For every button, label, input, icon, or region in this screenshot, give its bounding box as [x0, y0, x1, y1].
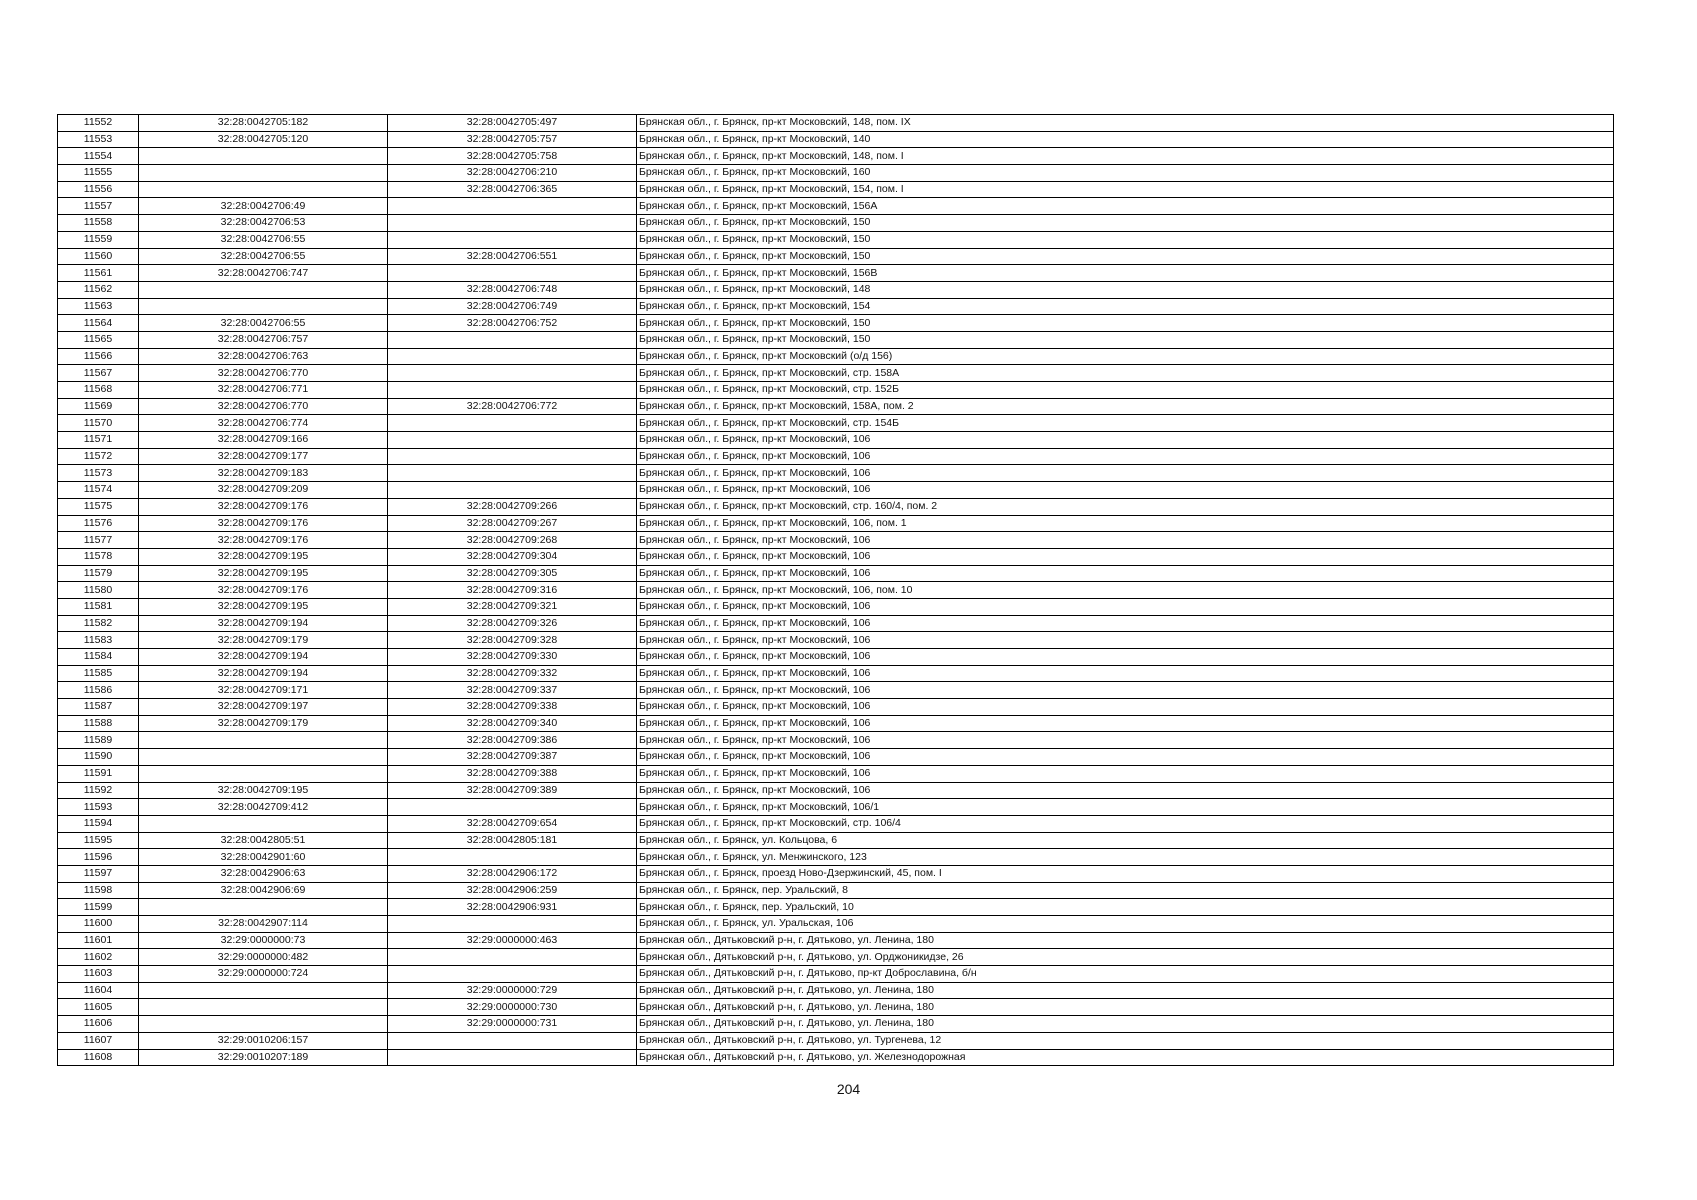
cadastral-number-cell: [139, 749, 388, 766]
row-number-cell: 11565: [58, 331, 139, 348]
table-row: [58, 315, 1614, 332]
row-number-cell: 11552: [58, 115, 139, 132]
registry-table-body: [58, 115, 1614, 1066]
address-cell: Брянская обл., г. Брянск, пр-кт Московский, 106: [637, 565, 1614, 582]
address-cell: Брянская обл., г. Брянск, пр-кт Московский, 156А: [637, 198, 1614, 215]
related-cadastral-number-cell: 32:28:0042709:304: [388, 548, 637, 565]
row-number-cell: 11554: [58, 148, 139, 165]
row-number-cell: 11578: [58, 548, 139, 565]
cadastral-number-cell: 32:28:0042709:176: [139, 532, 388, 549]
related-cadastral-number-cell: 32:28:0042709:337: [388, 682, 637, 699]
cadastral-number-cell: 32:28:0042706:49: [139, 198, 388, 215]
address-cell: Брянская обл., г. Брянск, пр-кт Московский, 106: [637, 749, 1614, 766]
cadastral-number-cell: 32:28:0042709:177: [139, 448, 388, 465]
address-cell: Брянская обл., г. Брянск, пр-кт Московский, 106: [637, 649, 1614, 666]
address-cell: Брянская обл., Дятьковский р-н, г. Дятьково, ул. Железнодорожная: [637, 1049, 1614, 1066]
related-cadastral-number-cell: [388, 916, 637, 933]
related-cadastral-number-cell: 32:28:0042706:749: [388, 298, 637, 315]
address-cell: Брянская обл., г. Брянск, пр-кт Московский, стр. 158А: [637, 365, 1614, 382]
row-number-cell: 11557: [58, 198, 139, 215]
cadastral-number-cell: 32:28:0042706:770: [139, 365, 388, 382]
table-row: [58, 882, 1614, 899]
related-cadastral-number-cell: [388, 482, 637, 499]
cadastral-number-cell: 32:28:0042706:747: [139, 265, 388, 282]
row-number-cell: 11555: [58, 165, 139, 182]
address-cell: Брянская обл., г. Брянск, ул. Кольцова, 6: [637, 832, 1614, 849]
row-number-cell: 11564: [58, 315, 139, 332]
row-number-cell: 11607: [58, 1032, 139, 1049]
cadastral-number-cell: [139, 298, 388, 315]
related-cadastral-number-cell: [388, 265, 637, 282]
table-row: [58, 231, 1614, 248]
table-row: [58, 181, 1614, 198]
related-cadastral-number-cell: 32:28:0042709:330: [388, 649, 637, 666]
address-cell: Брянская обл., г. Брянск, пр-кт Московский, 106: [637, 482, 1614, 499]
row-number-cell: 11599: [58, 899, 139, 916]
table-row: [58, 732, 1614, 749]
cadastral-number-cell: 32:28:0042709:176: [139, 515, 388, 532]
row-number-cell: 11603: [58, 966, 139, 983]
cadastral-number-cell: 32:29:0000000:73: [139, 932, 388, 949]
related-cadastral-number-cell: 32:28:0042709:338: [388, 699, 637, 716]
address-cell: Брянская обл., г. Брянск, пр-кт Московский, 106, пом. 10: [637, 582, 1614, 599]
table-row: [58, 448, 1614, 465]
table-row: [58, 415, 1614, 432]
related-cadastral-number-cell: 32:28:0042805:181: [388, 832, 637, 849]
address-cell: Брянская обл., г. Брянск, пр-кт Московский, 154: [637, 298, 1614, 315]
row-number-cell: 11585: [58, 665, 139, 682]
cadastral-number-cell: 32:28:0042706:55: [139, 231, 388, 248]
cadastral-number-cell: 32:28:0042709:179: [139, 632, 388, 649]
related-cadastral-number-cell: 32:28:0042706:772: [388, 398, 637, 415]
row-number-cell: 11570: [58, 415, 139, 432]
page-number: 204: [836, 1081, 861, 1097]
table-row: [58, 665, 1614, 682]
related-cadastral-number-cell: 32:28:0042709:654: [388, 815, 637, 832]
address-cell: Брянская обл., г. Брянск, пр-кт Московский, 106: [637, 615, 1614, 632]
address-cell: Брянская обл., г. Брянск, пр-кт Московский, 106: [637, 598, 1614, 615]
address-cell: Брянская обл., г. Брянск, пр-кт Московский, 150: [637, 248, 1614, 265]
related-cadastral-number-cell: 32:28:0042705:758: [388, 148, 637, 165]
cadastral-number-cell: [139, 281, 388, 298]
cadastral-number-cell: 32:28:0042706:763: [139, 348, 388, 365]
related-cadastral-number-cell: [388, 799, 637, 816]
table-row: [58, 298, 1614, 315]
row-number-cell: 11597: [58, 865, 139, 882]
table-row: [58, 215, 1614, 232]
cadastral-number-cell: 32:28:0042706:770: [139, 398, 388, 415]
related-cadastral-number-cell: 32:28:0042906:259: [388, 882, 637, 899]
cadastral-number-cell: 32:28:0042709:195: [139, 565, 388, 582]
cadastral-number-cell: 32:28:0042709:176: [139, 582, 388, 599]
address-cell: Брянская обл., г. Брянск, пр-кт Московский, 140: [637, 131, 1614, 148]
table-row: [58, 682, 1614, 699]
row-number-cell: 11582: [58, 615, 139, 632]
cadastral-number-cell: 32:28:0042901:60: [139, 849, 388, 866]
cadastral-number-cell: 32:29:0000000:724: [139, 966, 388, 983]
related-cadastral-number-cell: 32:28:0042706:365: [388, 181, 637, 198]
related-cadastral-number-cell: 32:28:0042706:752: [388, 315, 637, 332]
row-number-cell: 11608: [58, 1049, 139, 1066]
table-row: [58, 115, 1614, 132]
table-row: [58, 899, 1614, 916]
address-cell: Брянская обл., г. Брянск, пр-кт Московский, 106: [637, 548, 1614, 565]
related-cadastral-number-cell: 32:28:0042709:328: [388, 632, 637, 649]
related-cadastral-number-cell: 32:28:0042709:340: [388, 715, 637, 732]
row-number-cell: 11574: [58, 482, 139, 499]
row-number-cell: 11594: [58, 815, 139, 832]
row-number-cell: 11588: [58, 715, 139, 732]
address-cell: Брянская обл., г. Брянск, пр-кт Московский, 148, пом. IX: [637, 115, 1614, 132]
cadastral-number-cell: [139, 999, 388, 1016]
address-cell: Брянская обл., г. Брянск, пер. Уральский, 8: [637, 882, 1614, 899]
address-cell: Брянская обл., г. Брянск, пр-кт Московский, стр. 152Б: [637, 382, 1614, 399]
address-cell: Брянская обл., г. Брянск, пр-кт Московский, 106: [637, 465, 1614, 482]
address-cell: Брянская обл., г. Брянск, пр-кт Московский, 106/1: [637, 799, 1614, 816]
address-cell: Брянская обл., г. Брянск, пр-кт Московский (о/д 156): [637, 348, 1614, 365]
related-cadastral-number-cell: [388, 1049, 637, 1066]
row-number-cell: 11569: [58, 398, 139, 415]
related-cadastral-number-cell: 32:29:0000000:730: [388, 999, 637, 1016]
cadastral-number-cell: 32:28:0042906:69: [139, 882, 388, 899]
table-row: [58, 632, 1614, 649]
related-cadastral-number-cell: [388, 949, 637, 966]
cadastral-number-cell: 32:28:0042709:179: [139, 715, 388, 732]
address-cell: Брянская обл., г. Брянск, пр-кт Московский, 160: [637, 165, 1614, 182]
related-cadastral-number-cell: [388, 215, 637, 232]
table-row: [58, 932, 1614, 949]
table-row: [58, 949, 1614, 966]
address-cell: Брянская обл., г. Брянск, пр-кт Московский, 106: [637, 782, 1614, 799]
cadastral-number-cell: 32:28:0042709:183: [139, 465, 388, 482]
related-cadastral-number-cell: 32:28:0042709:305: [388, 565, 637, 582]
address-cell: Брянская обл., г. Брянск, пр-кт Московский, стр. 160/4, пом. 2: [637, 498, 1614, 515]
address-cell: Брянская обл., Дятьковский р-н, г. Дятьково, ул. Орджоникидзе, 26: [637, 949, 1614, 966]
related-cadastral-number-cell: 32:28:0042709:266: [388, 498, 637, 515]
cadastral-number-cell: 32:29:0010206:157: [139, 1032, 388, 1049]
related-cadastral-number-cell: [388, 1032, 637, 1049]
related-cadastral-number-cell: [388, 348, 637, 365]
address-cell: Брянская обл., г. Брянск, пр-кт Московский, стр. 106/4: [637, 815, 1614, 832]
related-cadastral-number-cell: 32:28:0042906:931: [388, 899, 637, 916]
registry-table: [57, 114, 1614, 1066]
table-row: [58, 815, 1614, 832]
table-row: [58, 1032, 1614, 1049]
row-number-cell: 11573: [58, 465, 139, 482]
related-cadastral-number-cell: 32:28:0042705:497: [388, 115, 637, 132]
address-cell: Брянская обл., г. Брянск, ул. Менжинского, 123: [637, 849, 1614, 866]
cadastral-number-cell: 32:28:0042709:412: [139, 799, 388, 816]
address-cell: Брянская обл., г. Брянск, пр-кт Московский, 156В: [637, 265, 1614, 282]
row-number-cell: 11586: [58, 682, 139, 699]
related-cadastral-number-cell: 32:28:0042706:551: [388, 248, 637, 265]
address-cell: Брянская обл., Дятьковский р-н, г. Дятьково, ул. Ленина, 180: [637, 932, 1614, 949]
cadastral-number-cell: 32:28:0042706:757: [139, 331, 388, 348]
row-number-cell: 11576: [58, 515, 139, 532]
row-number-cell: 11579: [58, 565, 139, 582]
row-number-cell: 11577: [58, 532, 139, 549]
cadastral-number-cell: [139, 165, 388, 182]
table-row: [58, 715, 1614, 732]
row-number-cell: 11571: [58, 432, 139, 449]
table-row: [58, 482, 1614, 499]
table-row: [58, 148, 1614, 165]
row-number-cell: 11592: [58, 782, 139, 799]
address-cell: Брянская обл., г. Брянск, пр-кт Московский, 106: [637, 665, 1614, 682]
cadastral-number-cell: 32:28:0042706:771: [139, 382, 388, 399]
cadastral-number-cell: 32:28:0042906:63: [139, 865, 388, 882]
related-cadastral-number-cell: [388, 849, 637, 866]
address-cell: Брянская обл., г. Брянск, пр-кт Московский, 106: [637, 532, 1614, 549]
row-number-cell: 11600: [58, 916, 139, 933]
related-cadastral-number-cell: [388, 465, 637, 482]
table-row: [58, 498, 1614, 515]
row-number-cell: 11559: [58, 231, 139, 248]
related-cadastral-number-cell: 32:29:0000000:463: [388, 932, 637, 949]
cadastral-number-cell: 32:29:0000000:482: [139, 949, 388, 966]
address-cell: Брянская обл., г. Брянск, пр-кт Московский, 148: [637, 281, 1614, 298]
related-cadastral-number-cell: [388, 382, 637, 399]
row-number-cell: 11595: [58, 832, 139, 849]
cadastral-number-cell: 32:28:0042709:195: [139, 548, 388, 565]
cadastral-number-cell: 32:28:0042709:209: [139, 482, 388, 499]
cadastral-number-cell: 32:28:0042907:114: [139, 916, 388, 933]
table-row: [58, 966, 1614, 983]
related-cadastral-number-cell: [388, 331, 637, 348]
table-row: [58, 999, 1614, 1016]
address-cell: Брянская обл., г. Брянск, пр-кт Московский, 106: [637, 432, 1614, 449]
row-number-cell: 11581: [58, 598, 139, 615]
table-row: [58, 799, 1614, 816]
cadastral-number-cell: 32:28:0042709:195: [139, 598, 388, 615]
address-cell: Брянская обл., г. Брянск, пр-кт Московский, стр. 154Б: [637, 415, 1614, 432]
row-number-cell: 11558: [58, 215, 139, 232]
related-cadastral-number-cell: 32:28:0042705:757: [388, 131, 637, 148]
address-cell: Брянская обл., г. Брянск, пр-кт Московский, 158А, пом. 2: [637, 398, 1614, 415]
row-number-cell: 11567: [58, 365, 139, 382]
cadastral-number-cell: 32:28:0042709:195: [139, 782, 388, 799]
related-cadastral-number-cell: [388, 365, 637, 382]
address-cell: Брянская обл., Дятьковский р-н, г. Дятьково, пр-кт Доброславина, б/н: [637, 966, 1614, 983]
related-cadastral-number-cell: [388, 432, 637, 449]
table-row: [58, 548, 1614, 565]
cadastral-number-cell: [139, 148, 388, 165]
table-row: [58, 465, 1614, 482]
related-cadastral-number-cell: 32:28:0042709:387: [388, 749, 637, 766]
related-cadastral-number-cell: 32:28:0042709:321: [388, 598, 637, 615]
cadastral-number-cell: 32:28:0042709:197: [139, 699, 388, 716]
table-row: [58, 348, 1614, 365]
related-cadastral-number-cell: 32:28:0042906:172: [388, 865, 637, 882]
cadastral-number-cell: 32:28:0042709:171: [139, 682, 388, 699]
address-cell: Брянская обл., Дятьковский р-н, г. Дятьково, ул. Ленина, 180: [637, 982, 1614, 999]
cadastral-number-cell: 32:28:0042805:51: [139, 832, 388, 849]
related-cadastral-number-cell: [388, 231, 637, 248]
table-row: [58, 582, 1614, 599]
table-row: [58, 165, 1614, 182]
table-row: [58, 565, 1614, 582]
row-number-cell: 11591: [58, 765, 139, 782]
related-cadastral-number-cell: 32:28:0042709:326: [388, 615, 637, 632]
address-cell: Брянская обл., Дятьковский р-н, г. Дятьково, ул. Ленина, 180: [637, 999, 1614, 1016]
table-row: [58, 432, 1614, 449]
table-row: [58, 331, 1614, 348]
row-number-cell: 11587: [58, 699, 139, 716]
row-number-cell: 11563: [58, 298, 139, 315]
row-number-cell: 11572: [58, 448, 139, 465]
table-row: [58, 1049, 1614, 1066]
row-number-cell: 11601: [58, 932, 139, 949]
related-cadastral-number-cell: [388, 448, 637, 465]
address-cell: Брянская обл., г. Брянск, пр-кт Московский, 106: [637, 699, 1614, 716]
table-row: [58, 515, 1614, 532]
row-number-cell: 11596: [58, 849, 139, 866]
cadastral-number-cell: 32:28:0042709:194: [139, 665, 388, 682]
table-row: [58, 749, 1614, 766]
table-row: [58, 248, 1614, 265]
cadastral-number-cell: 32:28:0042709:194: [139, 649, 388, 666]
cadastral-number-cell: 32:28:0042706:55: [139, 248, 388, 265]
table-row: [58, 765, 1614, 782]
table-row: [58, 699, 1614, 716]
row-number-cell: 11553: [58, 131, 139, 148]
related-cadastral-number-cell: 32:28:0042709:332: [388, 665, 637, 682]
cadastral-number-cell: [139, 732, 388, 749]
cadastral-number-cell: [139, 982, 388, 999]
cadastral-number-cell: [139, 181, 388, 198]
related-cadastral-number-cell: 32:28:0042709:267: [388, 515, 637, 532]
cadastral-number-cell: 32:28:0042706:53: [139, 215, 388, 232]
address-cell: Брянская обл., г. Брянск, пр-кт Московский, 106: [637, 765, 1614, 782]
row-number-cell: 11584: [58, 649, 139, 666]
related-cadastral-number-cell: 32:28:0042709:388: [388, 765, 637, 782]
table-row: [58, 615, 1614, 632]
address-cell: Брянская обл., г. Брянск, пр-кт Московский, 150: [637, 215, 1614, 232]
related-cadastral-number-cell: 32:28:0042706:748: [388, 281, 637, 298]
cadastral-number-cell: [139, 899, 388, 916]
row-number-cell: 11602: [58, 949, 139, 966]
row-number-cell: 11593: [58, 799, 139, 816]
table-row: [58, 1016, 1614, 1033]
address-cell: Брянская обл., г. Брянск, пр-кт Московский, 106: [637, 732, 1614, 749]
table-row: [58, 782, 1614, 799]
address-cell: Брянская обл., г. Брянск, пр-кт Московский, 154, пом. I: [637, 181, 1614, 198]
cadastral-number-cell: 32:28:0042709:166: [139, 432, 388, 449]
table-row: [58, 849, 1614, 866]
related-cadastral-number-cell: 32:29:0000000:731: [388, 1016, 637, 1033]
row-number-cell: 11598: [58, 882, 139, 899]
row-number-cell: 11560: [58, 248, 139, 265]
address-cell: Брянская обл., г. Брянск, ул. Уральская, 106: [637, 916, 1614, 933]
address-cell: Брянская обл., г. Брянск, пр-кт Московский, 150: [637, 231, 1614, 248]
related-cadastral-number-cell: [388, 415, 637, 432]
row-number-cell: 11605: [58, 999, 139, 1016]
table-row: [58, 398, 1614, 415]
table-row: [58, 198, 1614, 215]
address-cell: Брянская обл., Дятьковский р-н, г. Дятьково, ул. Тургенева, 12: [637, 1032, 1614, 1049]
table-row: [58, 281, 1614, 298]
address-cell: Брянская обл., г. Брянск, пр-кт Московский, 106: [637, 715, 1614, 732]
table-row: [58, 265, 1614, 282]
table-row: [58, 865, 1614, 882]
related-cadastral-number-cell: [388, 966, 637, 983]
related-cadastral-number-cell: [388, 198, 637, 215]
address-cell: Брянская обл., Дятьковский р-н, г. Дятьково, ул. Ленина, 180: [637, 1016, 1614, 1033]
row-number-cell: 11583: [58, 632, 139, 649]
cadastral-number-cell: 32:28:0042706:55: [139, 315, 388, 332]
address-cell: Брянская обл., г. Брянск, пр-кт Московский, 148, пом. I: [637, 148, 1614, 165]
table-row: [58, 598, 1614, 615]
row-number-cell: 11590: [58, 749, 139, 766]
address-cell: Брянская обл., г. Брянск, пр-кт Московский, 106: [637, 632, 1614, 649]
row-number-cell: 11556: [58, 181, 139, 198]
row-number-cell: 11604: [58, 982, 139, 999]
table-row: [58, 832, 1614, 849]
table-row: [58, 131, 1614, 148]
related-cadastral-number-cell: 32:28:0042709:268: [388, 532, 637, 549]
related-cadastral-number-cell: 32:28:0042709:386: [388, 732, 637, 749]
row-number-cell: 11589: [58, 732, 139, 749]
row-number-cell: 11566: [58, 348, 139, 365]
related-cadastral-number-cell: 32:28:0042709:316: [388, 582, 637, 599]
cadastral-number-cell: 32:29:0010207:189: [139, 1049, 388, 1066]
address-cell: Брянская обл., г. Брянск, пр-кт Московский, 150: [637, 315, 1614, 332]
related-cadastral-number-cell: 32:29:0000000:729: [388, 982, 637, 999]
cadastral-number-cell: 32:28:0042705:120: [139, 131, 388, 148]
address-cell: Брянская обл., г. Брянск, пр-кт Московский, 150: [637, 331, 1614, 348]
cadastral-number-cell: 32:28:0042706:774: [139, 415, 388, 432]
row-number-cell: 11575: [58, 498, 139, 515]
cadastral-number-cell: [139, 765, 388, 782]
table-row: [58, 982, 1614, 999]
table-row: [58, 916, 1614, 933]
table-row: [58, 532, 1614, 549]
table-row: [58, 365, 1614, 382]
row-number-cell: 11568: [58, 382, 139, 399]
address-cell: Брянская обл., г. Брянск, пр-кт Московский, 106: [637, 682, 1614, 699]
address-cell: Брянская обл., г. Брянск, пер. Уральский, 10: [637, 899, 1614, 916]
related-cadastral-number-cell: 32:28:0042706:210: [388, 165, 637, 182]
row-number-cell: 11562: [58, 281, 139, 298]
cadastral-number-cell: [139, 1016, 388, 1033]
cadastral-number-cell: 32:28:0042705:182: [139, 115, 388, 132]
table-row: [58, 649, 1614, 666]
row-number-cell: 11606: [58, 1016, 139, 1033]
cadastral-number-cell: 32:28:0042709:194: [139, 615, 388, 632]
row-number-cell: 11580: [58, 582, 139, 599]
cadastral-number-cell: 32:28:0042709:176: [139, 498, 388, 515]
address-cell: Брянская обл., г. Брянск, проезд Ново-Дзержинский, 45, пом. I: [637, 865, 1614, 882]
address-cell: Брянская обл., г. Брянск, пр-кт Московский, 106: [637, 448, 1614, 465]
address-cell: Брянская обл., г. Брянск, пр-кт Московский, 106, пом. 1: [637, 515, 1614, 532]
related-cadastral-number-cell: 32:28:0042709:389: [388, 782, 637, 799]
table-row: [58, 382, 1614, 399]
cadastral-number-cell: [139, 815, 388, 832]
row-number-cell: 11561: [58, 265, 139, 282]
